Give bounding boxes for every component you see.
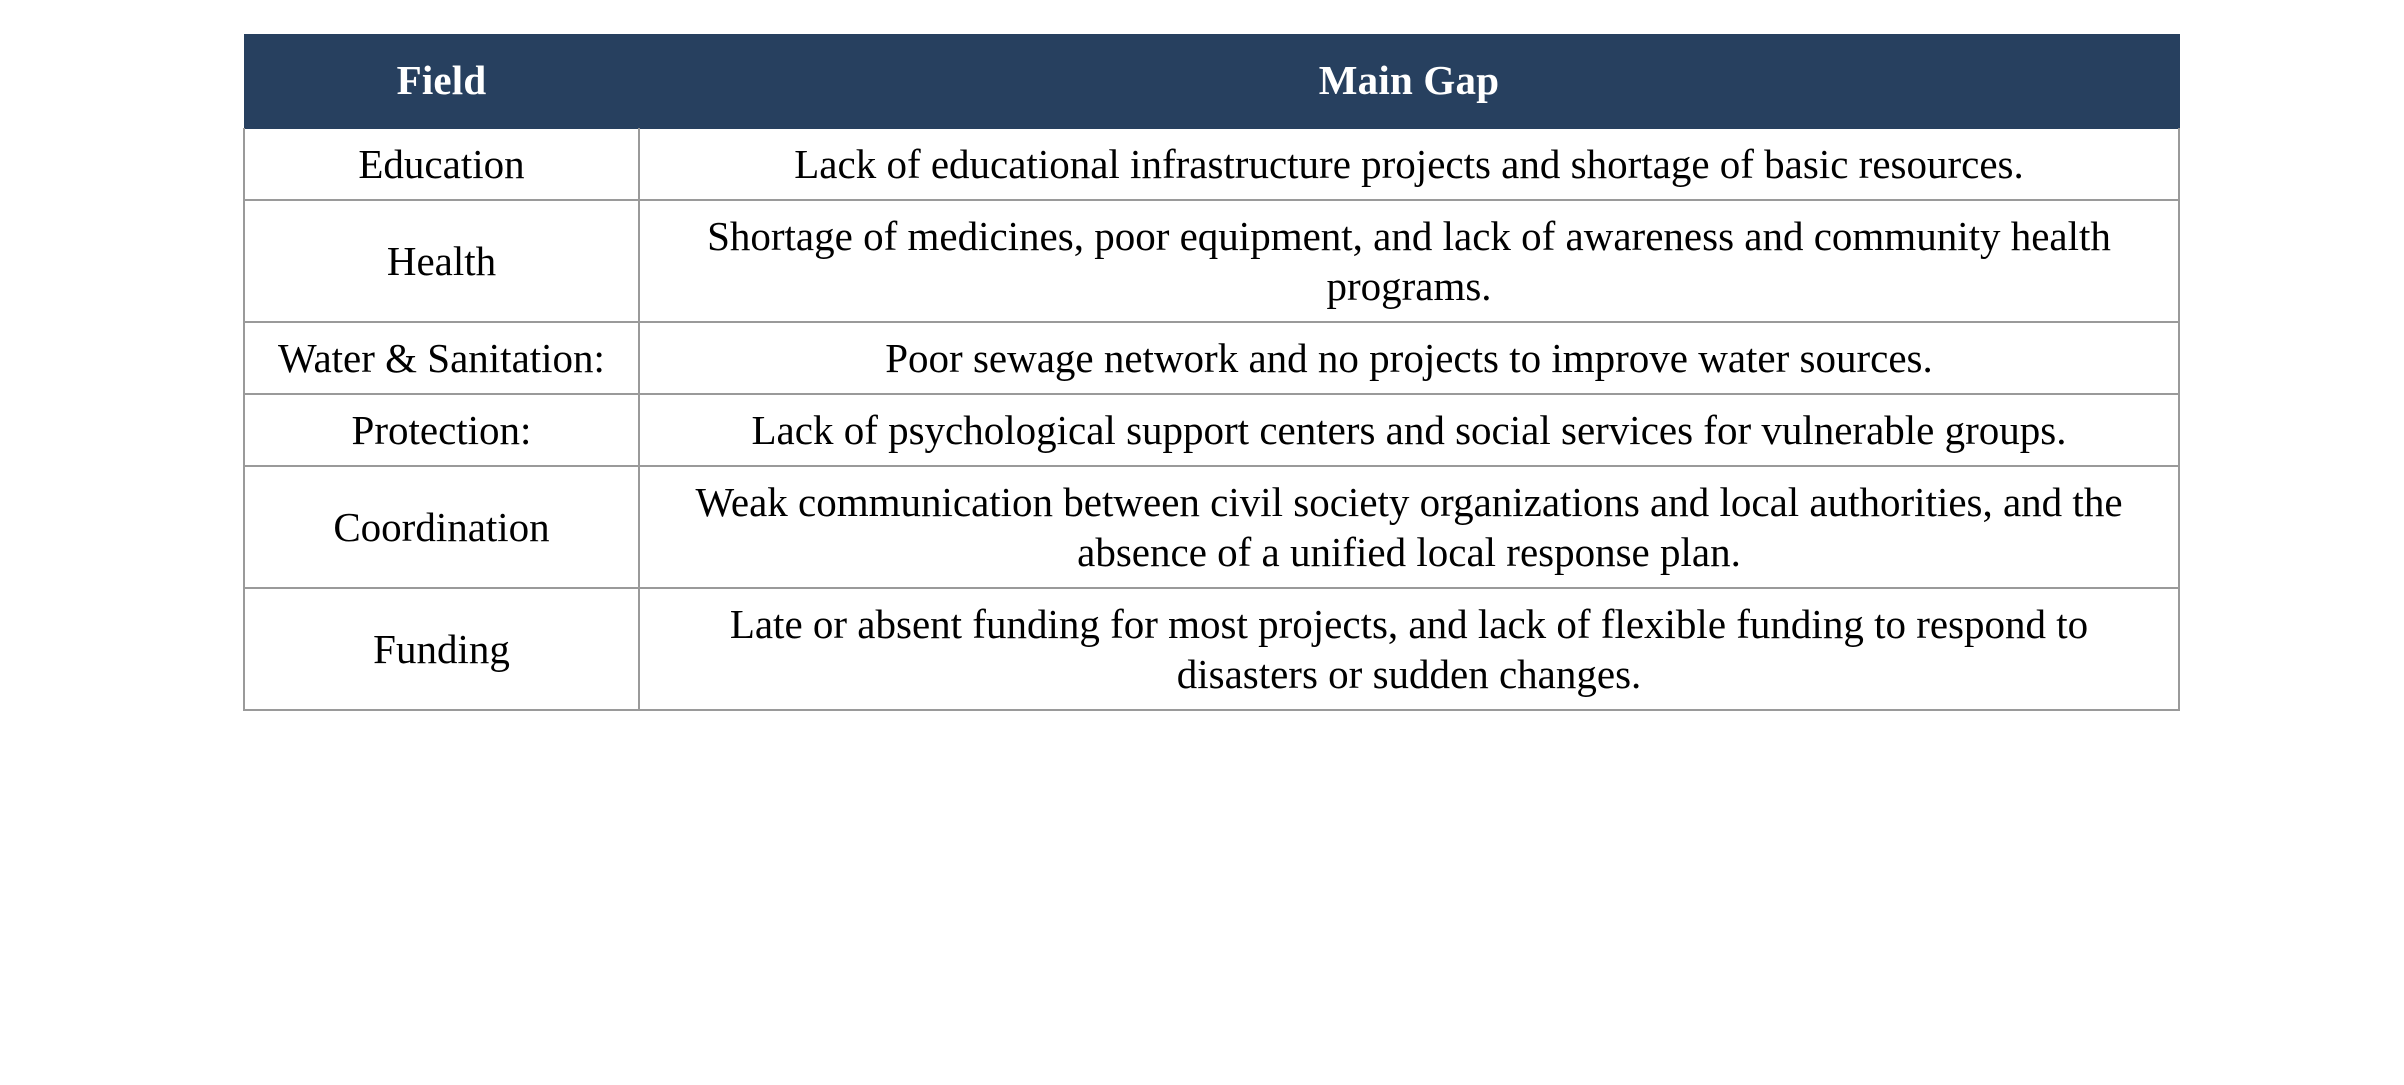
table-row (244, 200, 2179, 322)
table-row (244, 129, 2179, 201)
cell-field: Coordination (244, 466, 639, 588)
table-header (244, 35, 2179, 129)
column-header-field: Field (244, 35, 639, 129)
cell-main-gap: Late or absent funding for most projects, and lack of flexible funding to respond to disasters or sudden changes. (639, 588, 2179, 710)
table-row (244, 394, 2179, 466)
cell-field: Funding (244, 588, 639, 710)
cell-field: Protection: (244, 394, 639, 466)
cell-field: Water & Sanitation: (244, 322, 639, 394)
cell-main-gap: Lack of educational infrastructure projects and shortage of basic resources. (639, 129, 2179, 201)
gap-analysis-table (243, 34, 2180, 711)
cell-main-gap: Poor sewage network and no projects to improve water sources. (639, 322, 2179, 394)
table-row (244, 322, 2179, 394)
table-header-row (244, 35, 2179, 129)
table-row (244, 466, 2179, 588)
cell-field: Health (244, 200, 639, 322)
cell-main-gap: Lack of psychological support centers and social services for vulnerable groups. (639, 394, 2179, 466)
cell-main-gap: Shortage of medicines, poor equipment, and lack of awareness and community health programs. (639, 200, 2179, 322)
gap-analysis-table-container (243, 34, 2178, 711)
table-body (244, 129, 2179, 711)
cell-field: Education (244, 129, 639, 201)
cell-main-gap: Weak communication between civil society organizations and local authorities, and the absence of a unified local response plan. (639, 466, 2179, 588)
table-row (244, 588, 2179, 710)
column-header-main-gap: Main Gap (639, 35, 2179, 129)
